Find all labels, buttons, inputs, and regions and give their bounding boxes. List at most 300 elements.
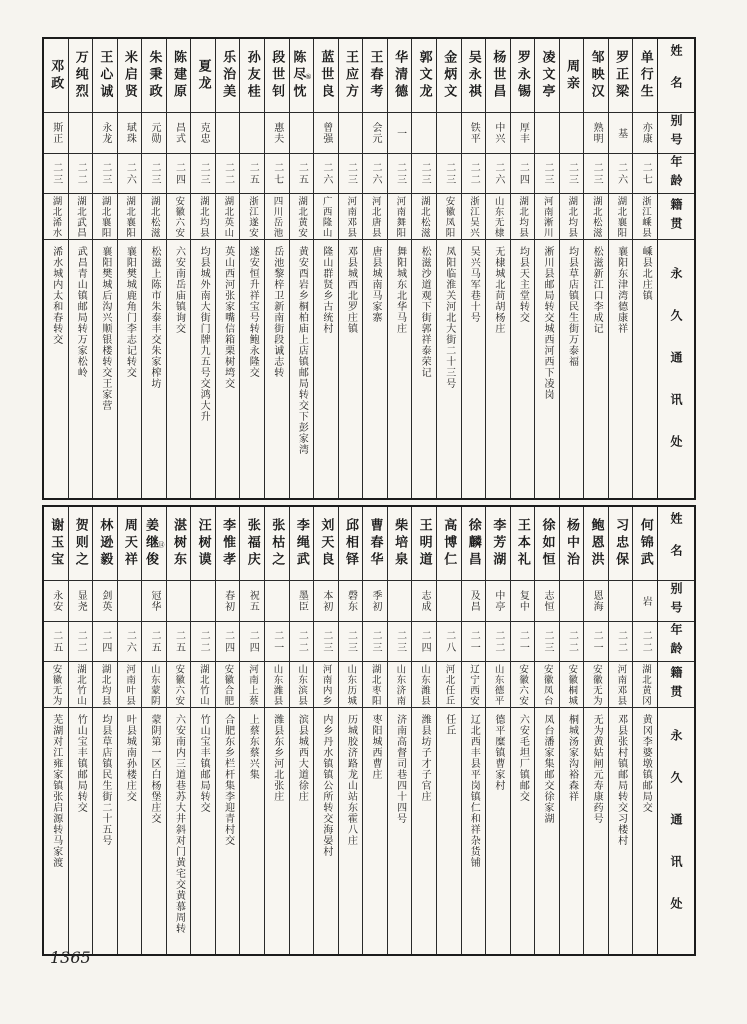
footnote-mark: ⑤ bbox=[304, 72, 313, 81]
native-cell: 湖北均县 bbox=[560, 193, 584, 239]
name-cell: 姜继俊 ⑭ bbox=[142, 518, 165, 569]
alias-cell: 永安 bbox=[44, 580, 68, 621]
name-cell: 王本礼 bbox=[514, 518, 530, 569]
native-cell: 山东无棣 bbox=[486, 193, 510, 239]
native-cell: 湖北襄阳 bbox=[609, 193, 633, 239]
alias-cell: 春初 bbox=[216, 580, 240, 621]
address-cell: 六安毛坦厂镇邮交 bbox=[511, 707, 535, 954]
native-cell: 河北任丘 bbox=[437, 661, 461, 707]
age-cell: 二六 bbox=[118, 153, 142, 193]
native-cell: 湖北英山 bbox=[216, 193, 240, 239]
alias-cell bbox=[388, 580, 412, 621]
address-cell: 英山西河张家嘴信箱栗树塆交 bbox=[216, 239, 240, 498]
address-cell: 邓县城西北罗庄镇 bbox=[339, 239, 363, 498]
age-cell: 二五 bbox=[44, 621, 68, 661]
person-column bbox=[215, 39, 240, 498]
person-column bbox=[44, 507, 68, 954]
person-column bbox=[92, 39, 117, 498]
age-cell: 二六 bbox=[363, 153, 387, 193]
age-cell: 二一 bbox=[265, 621, 289, 661]
native-cell: 安徽六安 bbox=[167, 661, 191, 707]
age-cell: 二五 bbox=[290, 153, 314, 193]
address-cell: 舞阳城东北华马庄 bbox=[388, 239, 412, 498]
native-cell: 山东历城 bbox=[339, 661, 363, 707]
person-column bbox=[264, 39, 289, 498]
alias-cell: 珷珠 bbox=[118, 112, 142, 153]
person-column bbox=[68, 507, 93, 954]
registry-table-bottom bbox=[42, 505, 696, 956]
person-column bbox=[313, 507, 338, 954]
native-cell: 湖北浠水 bbox=[44, 193, 68, 239]
name-cell: 凌文亭 bbox=[539, 50, 555, 101]
header-column bbox=[657, 39, 694, 498]
name-cell: 杨世昌 bbox=[490, 50, 506, 101]
age-cell: 二三 bbox=[535, 153, 559, 193]
person-column bbox=[559, 507, 584, 954]
native-cell: 山东蒙阴 bbox=[142, 661, 166, 707]
name-cell: 单行生 bbox=[637, 50, 653, 101]
name-cell: 杨中治 bbox=[564, 518, 580, 569]
column-header-alias: 别号 bbox=[658, 580, 694, 621]
person-column bbox=[608, 39, 633, 498]
native-cell: 浙江吴兴 bbox=[462, 193, 486, 239]
person-column bbox=[141, 39, 166, 498]
person-column bbox=[239, 507, 264, 954]
alias-cell: 中亭 bbox=[486, 580, 510, 621]
person-column bbox=[411, 39, 436, 498]
address-cell: 潍县坊子才子官庄 bbox=[412, 707, 436, 954]
name-cell: 郭文龙 bbox=[416, 50, 432, 101]
person-column bbox=[215, 507, 240, 954]
native-cell: 山东潍县 bbox=[265, 661, 289, 707]
age-cell: 二八 bbox=[437, 621, 461, 661]
address-cell: 辽北西丰县平岗镇仁和祥杂货铺 bbox=[462, 707, 486, 954]
address-cell: 襄阳樊城后沟兴顺银楼转交王家营 bbox=[93, 239, 117, 498]
alias-cell: 岩 bbox=[633, 580, 657, 621]
name-cell: 李绳武 bbox=[293, 518, 309, 569]
age-cell: 二六 bbox=[609, 153, 633, 193]
person-column bbox=[338, 507, 363, 954]
native-cell: 山东滨县 bbox=[290, 661, 314, 707]
address-cell: 松滋新江口李成记 bbox=[584, 239, 608, 498]
native-cell: 河南淅川 bbox=[535, 193, 559, 239]
name-cell: 陈建原 bbox=[171, 50, 187, 101]
alias-cell bbox=[191, 580, 215, 621]
alias-cell: 祝五 bbox=[240, 580, 264, 621]
age-cell: 二七 bbox=[633, 153, 657, 193]
alias-cell bbox=[560, 112, 584, 153]
address-cell: 六安南内三道巷苏大井斜对门黄宅交黄慕周转 bbox=[167, 707, 191, 954]
person-column bbox=[141, 507, 166, 954]
address-cell: 叶县城南孙楼庄交 bbox=[118, 707, 142, 954]
person-column bbox=[387, 39, 412, 498]
address-cell: 吴兴马军巷十号 bbox=[462, 239, 486, 498]
native-cell: 湖北松滋 bbox=[584, 193, 608, 239]
address-cell: 德平糜镇曹家村 bbox=[486, 707, 510, 954]
address-cell: 均县天主堂转交 bbox=[511, 239, 535, 498]
age-cell: 二二 bbox=[633, 621, 657, 661]
age-cell: 二二 bbox=[69, 621, 93, 661]
alias-cell: 显尧 bbox=[69, 580, 93, 621]
alias-cell bbox=[118, 580, 142, 621]
native-cell: 河南舞阳 bbox=[388, 193, 412, 239]
person-column bbox=[117, 507, 142, 954]
person-column bbox=[190, 507, 215, 954]
address-cell: 黄冈李婆墩镇邮局交 bbox=[633, 707, 657, 954]
name-cell: 张枯之 bbox=[269, 518, 285, 569]
name-cell: 王心诚 bbox=[97, 50, 113, 101]
native-cell: 湖北襄阳 bbox=[118, 193, 142, 239]
age-cell: 二一 bbox=[584, 621, 608, 661]
alias-cell bbox=[216, 112, 240, 153]
native-cell: 湖北襄阳 bbox=[93, 193, 117, 239]
address-cell: 无为黄姑闸元寿康药号 bbox=[584, 707, 608, 954]
native-cell: 湖北竹山 bbox=[191, 661, 215, 707]
age-cell: 二七 bbox=[265, 153, 289, 193]
column-header-native: 籍贯 bbox=[658, 193, 694, 239]
alias-cell: 恩海 bbox=[584, 580, 608, 621]
person-column bbox=[289, 39, 314, 498]
person-column bbox=[190, 39, 215, 498]
address-cell: 蒙阴第一区白杨堡庄交 bbox=[142, 707, 166, 954]
person-column bbox=[338, 39, 363, 498]
name-cell: 柴培泉 bbox=[392, 518, 408, 569]
native-cell: 安徽合肥 bbox=[216, 661, 240, 707]
name-cell: 张福庆 bbox=[244, 518, 260, 569]
alias-cell: 元勋 bbox=[142, 112, 166, 153]
name-cell: 邹映汉 bbox=[588, 50, 604, 101]
native-cell: 湖北黄安 bbox=[290, 193, 314, 239]
name-cell: 李芳湖 bbox=[490, 518, 506, 569]
age-cell: 二三 bbox=[560, 153, 584, 193]
address-cell: 黄安酉岩乡桐柏庙上店镇邮局转交下彭家湾 bbox=[290, 239, 314, 498]
registry-table-top bbox=[42, 37, 696, 500]
alias-cell: 熟明 bbox=[584, 112, 608, 153]
header-column bbox=[657, 507, 694, 954]
native-cell: 湖北竹山 bbox=[69, 661, 93, 707]
alias-cell: 惠夫 bbox=[265, 112, 289, 153]
age-cell: 二四 bbox=[511, 153, 535, 193]
native-cell: 河南邓县 bbox=[609, 661, 633, 707]
person-column bbox=[264, 507, 289, 954]
age-cell: 二三 bbox=[412, 153, 436, 193]
name-cell: 陈尽忱 ⑤ bbox=[290, 50, 313, 101]
person-column bbox=[166, 39, 191, 498]
address-cell: 隆山群贤乡古统村 bbox=[314, 239, 338, 498]
column-header-age: 年龄 bbox=[658, 621, 694, 661]
name-cell: 王春考 bbox=[367, 50, 383, 101]
age-cell: 二四 bbox=[240, 621, 264, 661]
alias-cell: 曾强 bbox=[314, 112, 338, 153]
person-column bbox=[68, 39, 93, 498]
address-cell: 浠水城内太和春转交 bbox=[44, 239, 68, 498]
native-cell: 安徽六安 bbox=[167, 193, 191, 239]
age-cell: 二三 bbox=[535, 621, 559, 661]
native-cell: 河北唐县 bbox=[363, 193, 387, 239]
address-cell: 遂安恒升祥宝号转鲍永隆交 bbox=[240, 239, 264, 498]
column-header-alias: 别号 bbox=[658, 112, 694, 153]
address-cell: 合肥东乡栏杆集李迎青村交 bbox=[216, 707, 240, 954]
address-cell: 均县城外南大街门牌九五号交鸿大升 bbox=[191, 239, 215, 498]
native-cell: 湖北枣阳 bbox=[363, 661, 387, 707]
name-cell: 朱秉政 bbox=[146, 50, 162, 101]
native-cell: 山东济南 bbox=[388, 661, 412, 707]
native-cell: 河南上蔡 bbox=[240, 661, 264, 707]
native-cell: 安徽桐城 bbox=[560, 661, 584, 707]
person-column bbox=[632, 507, 657, 954]
name-cell: 吴永祺 bbox=[465, 50, 481, 101]
age-cell: 二六 bbox=[118, 621, 142, 661]
name-cell: 湛树东 bbox=[171, 518, 187, 569]
age-cell: 二三 bbox=[191, 153, 215, 193]
name-cell: 万纯烈 bbox=[72, 50, 88, 101]
age-cell: 二三 bbox=[388, 153, 412, 193]
native-cell: 湖北黄冈 bbox=[633, 661, 657, 707]
name-cell: 周亲 bbox=[564, 58, 580, 93]
person-column bbox=[485, 39, 510, 498]
address-cell: 内乡丹水镇镇公所转交海晏村 bbox=[314, 707, 338, 954]
name-cell: 林逊毅 bbox=[97, 518, 113, 569]
address-cell: 滨县城西大道徐庄 bbox=[290, 707, 314, 954]
column-header-name: 姓名 bbox=[669, 43, 683, 108]
age-cell: 二五 bbox=[167, 621, 191, 661]
name-cell: 汪树谟 bbox=[195, 518, 211, 569]
person-column bbox=[44, 39, 68, 498]
age-cell: 二三 bbox=[437, 153, 461, 193]
age-cell: 二三 bbox=[339, 153, 363, 193]
alias-cell bbox=[69, 112, 93, 153]
age-cell: 二六 bbox=[486, 153, 510, 193]
age-cell: 二五 bbox=[240, 153, 264, 193]
name-cell: 孙友桂 bbox=[244, 50, 260, 101]
address-cell: 芜湖对江雍家镇张启源转马家渡 bbox=[44, 707, 68, 954]
address-cell: 枣阳城西曹庄 bbox=[363, 707, 387, 954]
alias-cell bbox=[167, 580, 191, 621]
person-column bbox=[239, 39, 264, 498]
address-cell: 无棣城北苘胡杨庄 bbox=[486, 239, 510, 498]
alias-cell: 中兴 bbox=[486, 112, 510, 153]
age-cell: 二一 bbox=[462, 621, 486, 661]
alias-cell: 亦康 bbox=[633, 112, 657, 153]
column-header-address: 永久通讯处 bbox=[658, 707, 694, 954]
native-cell: 四川岳池 bbox=[265, 193, 289, 239]
address-cell: 上蔡东蔡兴集 bbox=[240, 707, 264, 954]
alias-cell: 磬东 bbox=[339, 580, 363, 621]
native-cell: 安徽无为 bbox=[44, 661, 68, 707]
age-cell: 二三 bbox=[584, 153, 608, 193]
name-cell: 邓政 bbox=[48, 58, 64, 93]
name-cell: 徐如恒 bbox=[539, 518, 555, 569]
native-cell: 湖北均县 bbox=[511, 193, 535, 239]
native-cell: 河南叶县 bbox=[118, 661, 142, 707]
age-cell: 二二 bbox=[462, 153, 486, 193]
alias-cell: 厚丰 bbox=[511, 112, 535, 153]
age-cell: 二四 bbox=[412, 621, 436, 661]
alias-cell: 志成 bbox=[412, 580, 436, 621]
address-cell: 六安南岳庙镇询交 bbox=[167, 239, 191, 498]
alias-cell bbox=[339, 112, 363, 153]
address-cell: 竹山宝丰镇邮局转交 bbox=[69, 707, 93, 954]
column-header-address: 永久通讯处 bbox=[658, 239, 694, 498]
age-cell: 二三 bbox=[314, 621, 338, 661]
name-cell: 刘天良 bbox=[318, 518, 334, 569]
address-cell: 桐城汤家沟裕森祥 bbox=[560, 707, 584, 954]
native-cell: 湖北均县 bbox=[93, 661, 117, 707]
age-cell: 二六 bbox=[314, 153, 338, 193]
name-cell: 邱相铎 bbox=[342, 518, 358, 569]
person-column bbox=[534, 39, 559, 498]
name-cell: 夏龙 bbox=[195, 58, 211, 93]
person-column bbox=[461, 507, 486, 954]
age-cell: 二四 bbox=[167, 153, 191, 193]
age-cell: 二二 bbox=[486, 621, 510, 661]
native-cell: 浙江嵊县 bbox=[633, 193, 657, 239]
address-cell: 襄阳东津湾德康祥 bbox=[609, 239, 633, 498]
alias-cell bbox=[412, 112, 436, 153]
address-cell: 凤台潘家集邮交徐家湖 bbox=[535, 707, 559, 954]
address-cell: 竹山宝丰镇邮局转交 bbox=[191, 707, 215, 954]
alias-cell: 及昌 bbox=[462, 580, 486, 621]
person-column bbox=[485, 507, 510, 954]
address-cell: 济南高督司巷四十四号 bbox=[388, 707, 412, 954]
age-cell: 二二 bbox=[216, 153, 240, 193]
person-column bbox=[92, 507, 117, 954]
address-cell: 襄阳樊城鹿角门李志记转交 bbox=[118, 239, 142, 498]
alias-cell bbox=[290, 112, 314, 153]
alias-cell: 一 bbox=[388, 112, 412, 153]
address-cell: 唐县城南马家寨 bbox=[363, 239, 387, 498]
alias-cell: 墨臣 bbox=[290, 580, 314, 621]
person-column bbox=[117, 39, 142, 498]
alias-cell: 季初 bbox=[363, 580, 387, 621]
person-column bbox=[436, 507, 461, 954]
native-cell: 湖北武昌 bbox=[69, 193, 93, 239]
alias-cell bbox=[437, 580, 461, 621]
person-column bbox=[313, 39, 338, 498]
alias-cell: 克忠 bbox=[191, 112, 215, 153]
native-cell: 辽宁西安 bbox=[462, 661, 486, 707]
person-column bbox=[510, 507, 535, 954]
age-cell: 二三 bbox=[44, 153, 68, 193]
age-cell: 二二 bbox=[609, 621, 633, 661]
native-cell: 河南内乡 bbox=[314, 661, 338, 707]
age-cell: 二三 bbox=[93, 153, 117, 193]
alias-cell bbox=[437, 112, 461, 153]
column-header-age: 年龄 bbox=[658, 153, 694, 193]
age-cell: 二二 bbox=[290, 621, 314, 661]
person-column bbox=[362, 39, 387, 498]
native-cell: 湖北松滋 bbox=[412, 193, 436, 239]
column-header-name: 姓名 bbox=[669, 511, 683, 576]
address-cell: 淅川县邮局转交城西河西下凌岗 bbox=[535, 239, 559, 498]
person-column bbox=[362, 507, 387, 954]
age-cell: 二三 bbox=[142, 153, 166, 193]
alias-cell bbox=[609, 580, 633, 621]
alias-cell bbox=[535, 112, 559, 153]
alias-cell: 铁平 bbox=[462, 112, 486, 153]
person-column bbox=[387, 507, 412, 954]
native-cell: 湖北松滋 bbox=[142, 193, 166, 239]
address-cell: 均县草店镇民生街万泰福 bbox=[560, 239, 584, 498]
name-cell: 鲍恩洪 bbox=[588, 518, 604, 569]
native-cell: 安徽凤台 bbox=[535, 661, 559, 707]
address-cell: 松滋上陈市朱泰丰交朱家榨坊 bbox=[142, 239, 166, 498]
name-cell: 高博仁 bbox=[441, 518, 457, 569]
address-cell: 邓县张村镇邮局转交习楼村 bbox=[609, 707, 633, 954]
name-cell: 徐麟昌 bbox=[465, 518, 481, 569]
native-cell: 河南邓县 bbox=[339, 193, 363, 239]
name-cell: 乐治美 bbox=[220, 50, 236, 101]
address-cell: 任丘 bbox=[437, 707, 461, 954]
native-cell: 湖北均县 bbox=[191, 193, 215, 239]
person-column bbox=[534, 507, 559, 954]
name-cell: 王应方 bbox=[342, 50, 358, 101]
person-column bbox=[559, 39, 584, 498]
column-header-native: 籍贯 bbox=[658, 661, 694, 707]
person-column bbox=[510, 39, 535, 498]
age-cell: 二四 bbox=[93, 621, 117, 661]
age-cell: 二三 bbox=[339, 621, 363, 661]
alias-cell: 基 bbox=[609, 112, 633, 153]
alias-cell bbox=[560, 580, 584, 621]
age-cell: 二四 bbox=[216, 621, 240, 661]
alias-cell: 本初 bbox=[314, 580, 338, 621]
name-cell: 华清德 bbox=[392, 50, 408, 101]
native-cell: 山东德平 bbox=[486, 661, 510, 707]
name-cell: 段世钊 bbox=[269, 50, 285, 101]
alias-cell: 永龙 bbox=[93, 112, 117, 153]
native-cell: 广西隆山 bbox=[314, 193, 338, 239]
name-cell: 王明道 bbox=[416, 518, 432, 569]
person-column bbox=[583, 507, 608, 954]
address-cell: 武昌青山镇邮局转万家松岭 bbox=[69, 239, 93, 498]
native-cell: 安徽凤阳 bbox=[437, 193, 461, 239]
address-cell: 凤阳临淮关河北大街二十三号 bbox=[437, 239, 461, 498]
name-cell: 贺则之 bbox=[72, 518, 88, 569]
name-cell: 周天祥 bbox=[121, 518, 137, 569]
address-cell: 潍县东乡河北张庄 bbox=[265, 707, 289, 954]
native-cell: 浙江遂安 bbox=[240, 193, 264, 239]
alias-cell: 剑英 bbox=[93, 580, 117, 621]
page-number: 1365 bbox=[50, 948, 91, 967]
alias-cell bbox=[240, 112, 264, 153]
name-cell: 米启贤 bbox=[121, 50, 137, 101]
name-cell: 蓝世良 bbox=[318, 50, 334, 101]
age-cell: 二二 bbox=[191, 621, 215, 661]
name-cell: 罗正梁 bbox=[613, 50, 629, 101]
alias-cell: 昌式 bbox=[167, 112, 191, 153]
person-column bbox=[411, 507, 436, 954]
name-cell: 谢玉宝 bbox=[48, 518, 64, 569]
name-cell: 习忠保 bbox=[613, 518, 629, 569]
name-cell: 曹春华 bbox=[367, 518, 383, 569]
person-column bbox=[632, 39, 657, 498]
address-cell: 历城胶济路龙山站东霍八庄 bbox=[339, 707, 363, 954]
native-cell: 山东潍县 bbox=[412, 661, 436, 707]
native-cell: 安徽无为 bbox=[584, 661, 608, 707]
native-cell: 安徽六安 bbox=[511, 661, 535, 707]
alias-cell: 冠华 bbox=[142, 580, 166, 621]
age-cell: 二二 bbox=[560, 621, 584, 661]
person-column bbox=[436, 39, 461, 498]
address-cell: 岳池黎梓卫新南街段诚志转 bbox=[265, 239, 289, 498]
person-column bbox=[289, 507, 314, 954]
name-cell: 李惟孝 bbox=[220, 518, 236, 569]
person-column bbox=[608, 507, 633, 954]
alias-cell: 复中 bbox=[511, 580, 535, 621]
person-column bbox=[166, 507, 191, 954]
name-cell: 金炳文 bbox=[441, 50, 457, 101]
